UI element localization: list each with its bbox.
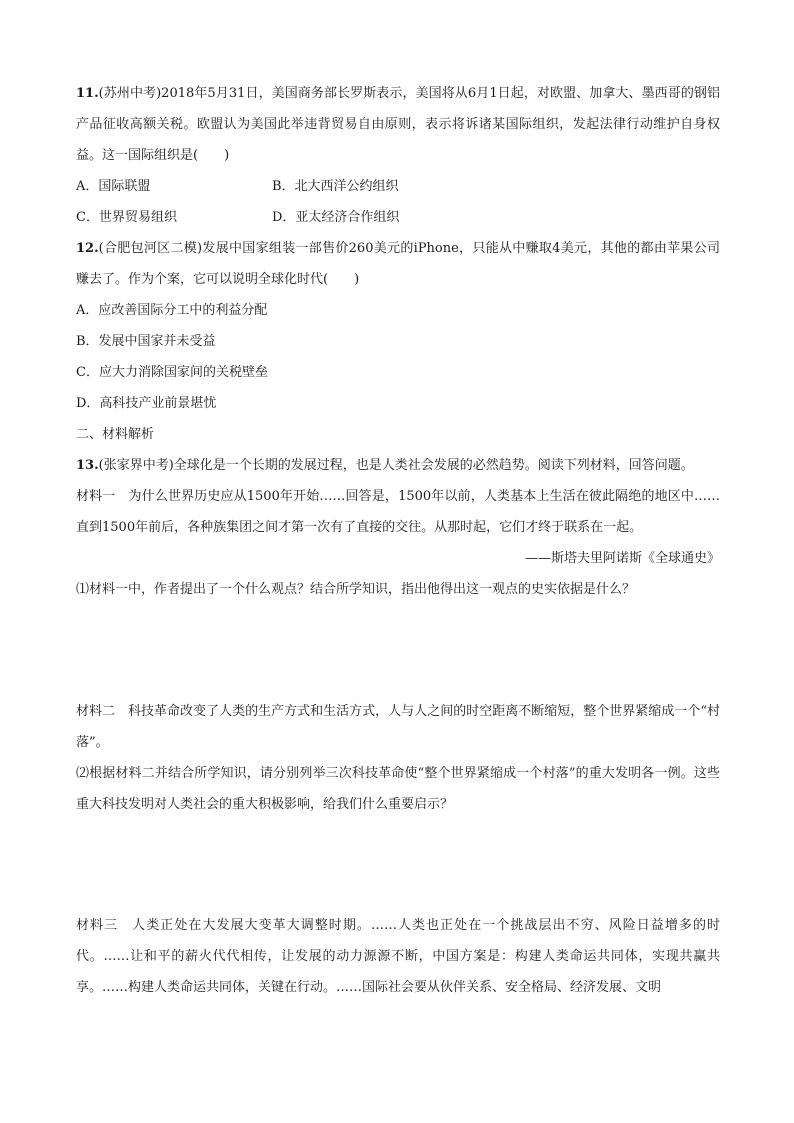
sub-question-1: ⑴材料一中，作者提出了一个什么观点？结合所学知识，指出他得出这一观点的史实依据是什么？ [76, 582, 636, 597]
answer-space [76, 820, 720, 910]
answer-space [76, 605, 720, 696]
option-c: C．应大力消除国家间的关税壁垒 [76, 365, 268, 380]
question-text: (合肥包河区二模)发展中国家组装一部售价260美元的iPhone，只能从中赚取4美元，其他的都由苹果公司赚去了。作为个案，它可以说明全球化时代( ) [76, 241, 720, 287]
question-13 [76, 450, 720, 481]
question-number: 11. [76, 86, 99, 101]
question-text: (张家界中考)全球化是一个长期的发展过程，也是人类社会发展的必然趋势。阅读下列材料，回答问题。 [98, 458, 694, 473]
option-d: D．高科技产业前景堪忧 [76, 396, 217, 411]
question-number: 12. [76, 241, 99, 256]
worksheet-page [76, 78, 720, 1003]
option-b: B．发展中国家并未受益 [76, 334, 216, 349]
material-1-source: ——斯塔夫里阿诺斯《全球通史》 [524, 551, 720, 566]
option-d: D．亚太经济合作组织 [272, 210, 400, 225]
option-c: C．世界贸易组织 [76, 210, 177, 225]
options-row [76, 202, 720, 233]
sub-question-2: ⑵根据材料二并结合所学知识，请分别列举三次科技革命使“整个世界紧缩成一个村落”的重大发明各一例。这些重大科技发明对人类社会的重大积极影响，给我们什么重要启示？ [76, 766, 720, 812]
options-row [76, 171, 720, 202]
question-text: (苏州中考)2018年5月31日，美国商务部长罗斯表示，美国将从6月1日起，对欧盟、加拿大、墨西哥的钢铝产品征收高额关税。欧盟认为美国此举违背贸易自由原则，表示将诉诸某国际组织，发起法律行动维护自身权益。这一国际组织是( ) [76, 86, 720, 163]
option-a: A．应改善国际分工中的利益分配 [76, 303, 268, 318]
material-3: 材料三 人类正处在大发展大变革大调整时期。……人类也正处在一个挑战层出不穷、风险日益增多的时代。……让和平的薪火代代相传，让发展的动力源源不断，中国方案是：构建人类命运共同体，实现共赢共享。……构建人类命运共同体，关键在行动。……国际社会要从伙伴关系、安全格局、经济发展、文明 [76, 918, 720, 995]
question-12 [76, 233, 720, 295]
section-title: 二、材料解析 [76, 427, 155, 442]
option-a: A．国际联盟 [76, 179, 151, 194]
option-b: B．北大西洋公约组织 [272, 179, 399, 194]
question-11 [76, 78, 720, 171]
question-number: 13. [76, 458, 99, 473]
material-2: 材料二 科技革命改变了人类的生产方式和生活方式，人与人之间的时空距离不断缩短，整个世界紧缩成一个“村落”。 [76, 704, 720, 750]
material-1: 材料一 为什么世界历史应从1500年开始……回答是，1500年以前，人类基本上生活在彼此隔绝的地区中……直到1500年前后，各种族集团之间才第一次有了直接的交往。从那时起，它们才终于联系在一起。 [76, 489, 720, 535]
